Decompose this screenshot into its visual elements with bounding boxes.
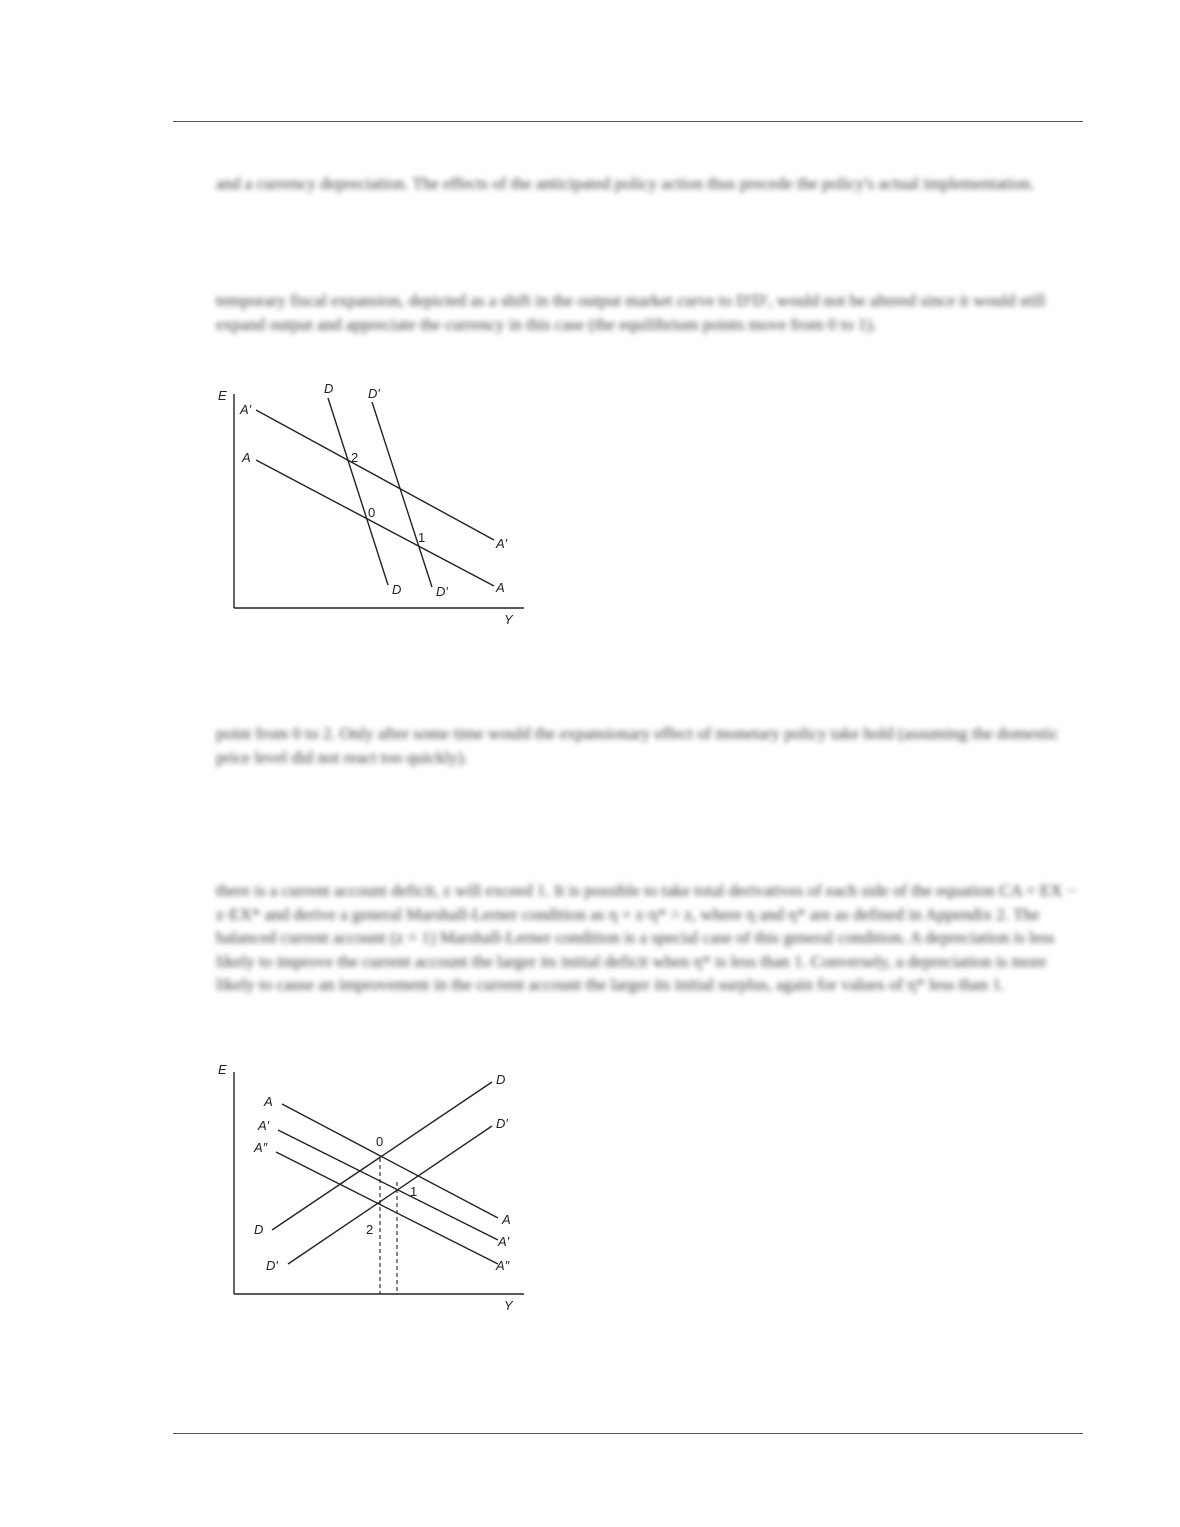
point-0-label: 0 [376, 1134, 384, 1149]
label-a-right: A [502, 1212, 511, 1227]
curve-d-prime [288, 1126, 492, 1264]
curve-d [328, 398, 388, 585]
x-axis-label: Y [504, 612, 513, 627]
curve-a-prime [256, 410, 494, 540]
label-a-right: A [496, 580, 505, 595]
label-a-double-prime-right: A″ [496, 1258, 510, 1273]
label-d-prime-right: D′ [496, 1116, 508, 1131]
curve-a-double-prime [276, 1152, 498, 1264]
label-a-prime-left: A′ [240, 402, 252, 417]
label-a-prime-left: A′ [258, 1118, 270, 1133]
point-1-label: 1 [418, 530, 426, 545]
label-a-left: A [264, 1094, 273, 1109]
y-axis-label: E [218, 388, 227, 403]
label-a-double-prime-left: A″ [254, 1140, 268, 1155]
curve-a-prime [278, 1130, 498, 1240]
label-d-prime-left: D′ [266, 1258, 278, 1273]
label-d-top: D [324, 381, 334, 396]
label-a-prime-right: A′ [496, 536, 508, 551]
paragraph-2: temporary fiscal expansion, depicted as a shift in the output market curve to D′D′, would not be altered since it would still expand output and appreciate the currency in this case (the equilibrium points move from 0 to 1). [216, 291, 1046, 334]
curve-d-prime [372, 402, 432, 587]
curve-a [256, 460, 494, 586]
label-d-bottom: D [392, 582, 402, 597]
label-d-prime-bottom: D′ [436, 584, 448, 599]
point-2-label: 2 [366, 1222, 374, 1237]
point-2-label: 2 [351, 450, 359, 465]
bottom-rule [173, 1433, 1083, 1434]
y-axis-label: E [218, 1062, 227, 1077]
label-a-left: A [242, 450, 251, 465]
x-axis-label: Y [504, 1298, 513, 1313]
point-1-label: 1 [410, 1184, 418, 1199]
paragraph-1: and a currency depreciation. The effects of the anticipated policy action thus precede the policy's actual implementation. [216, 174, 1035, 193]
label-d-right: D [496, 1072, 506, 1087]
curve-d [272, 1082, 492, 1230]
top-rule [173, 121, 1083, 122]
figure-1 [210, 380, 530, 630]
paragraph-3: point from 0 to 2. Only after some time would the expansionary effect of monetary policy take hold (assuming the domestic price level did not react too quickly). [216, 724, 1059, 767]
label-d-left: D [254, 1222, 264, 1237]
point-0-label: 0 [368, 505, 376, 520]
label-d-prime-top: D′ [368, 386, 380, 401]
paragraph-4: there is a current account deficit, z will exceed 1. It is possible to take total derivatives of each side of the equation CA = EX − z·EX* and derive a general Marshall-Lerner condition as η + z·η* > z, where η and η* are as defined in Appendix 2. The balanced current account (z = 1) Marshall-Lerner condition is a special case of this general condition. A depreciation is less likely to improve the current account the larger its initial deficit when η* is less than 1. Conversely, a depreciation is more likely to cause an improvement in the current account the larger its initial surplus, again for values of η* less than 1. [216, 881, 1077, 994]
label-a-prime-right: A′ [498, 1234, 510, 1249]
figure-2 [210, 1058, 530, 1318]
